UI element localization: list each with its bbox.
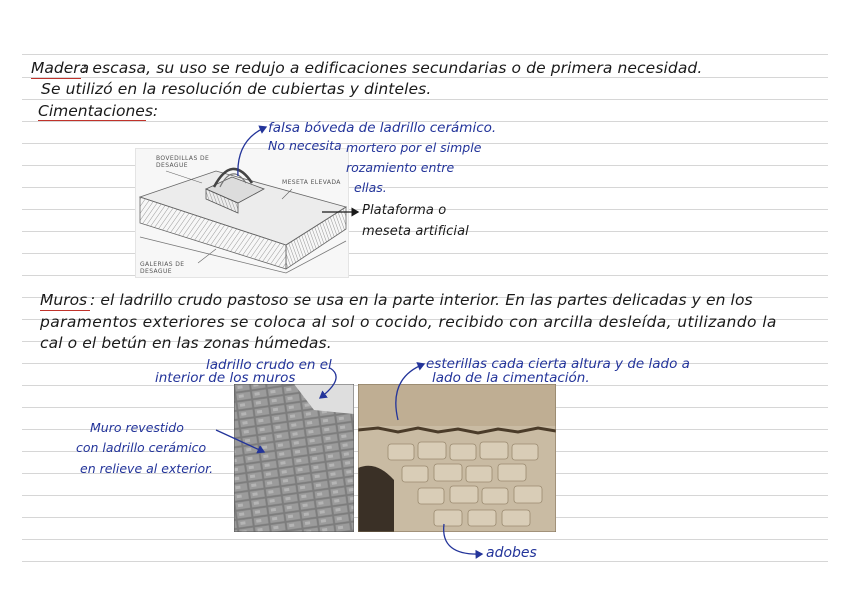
annotation-adobes: adobes [486, 545, 537, 561]
muros-text-2: paramentos exteriores se coloca al sol o cocido, recibido con arcilla desleída, utilizando la [40, 313, 777, 331]
label-meseta: MESETA ELEVADA [282, 179, 341, 186]
annotation-no-necesita: No necesita [268, 138, 342, 153]
arrow-adobes [444, 524, 482, 554]
annotation-esterillas-2: lado de la cimentación. [432, 370, 590, 386]
muros-text-1: : el ladrillo crudo pastoso se usa en la parte interior. En las partes delicadas y en los [90, 291, 753, 309]
annotation-mortero-2: rozamiento entre [346, 160, 455, 175]
muros-heading: Muros [40, 291, 88, 309]
madera-text: : escasa, su uso se redujo a edificaciones secundarias o de primera necesidad. [82, 59, 703, 77]
madera-heading: Madera [31, 59, 90, 77]
annotation-muro-revestido-2: con ladrillo cerámico [76, 440, 207, 455]
arrow-boveda [238, 127, 266, 176]
muros-text-3: cal o el betún en las zonas húmedas. [40, 334, 332, 352]
annotation-plataforma-2: meseta artificial [362, 224, 469, 239]
arrow-esterillas [396, 364, 424, 420]
label-galerias: GALERIAS DE DESAGUE [140, 261, 185, 275]
annotation-muro-revestido-3: en relieve al exterior. [80, 461, 214, 476]
cimentaciones-heading: Cimentaciones: [38, 102, 159, 120]
annotation-ladrillo-crudo-1: ladrillo crudo en el [206, 357, 332, 373]
arrow-ladrillo-crudo [320, 368, 336, 398]
arrow-muro-revestido [216, 430, 264, 452]
annotation-ladrillo-crudo-2: interior de los muros [155, 370, 296, 386]
annotation-boveda: falsa bóveda de ladrillo cerámico. [268, 120, 497, 136]
annotation-muro-revestido-1: Muro revestido [90, 420, 184, 435]
annotation-mortero-3: ellas. [354, 180, 387, 195]
madera-text-2: Se utilizó en la resolución de cubiertas y dinteles. [41, 80, 432, 98]
annotation-plataforma-1: Plataforma o [362, 203, 447, 218]
annotation-esterillas-1: esterillas cada cierta altura y de lado a [426, 356, 690, 372]
label-bovedillas: BOVEDILLAS DE DESAGUE [156, 155, 210, 169]
annotation-mortero-1: mortero por el simple [346, 140, 482, 155]
